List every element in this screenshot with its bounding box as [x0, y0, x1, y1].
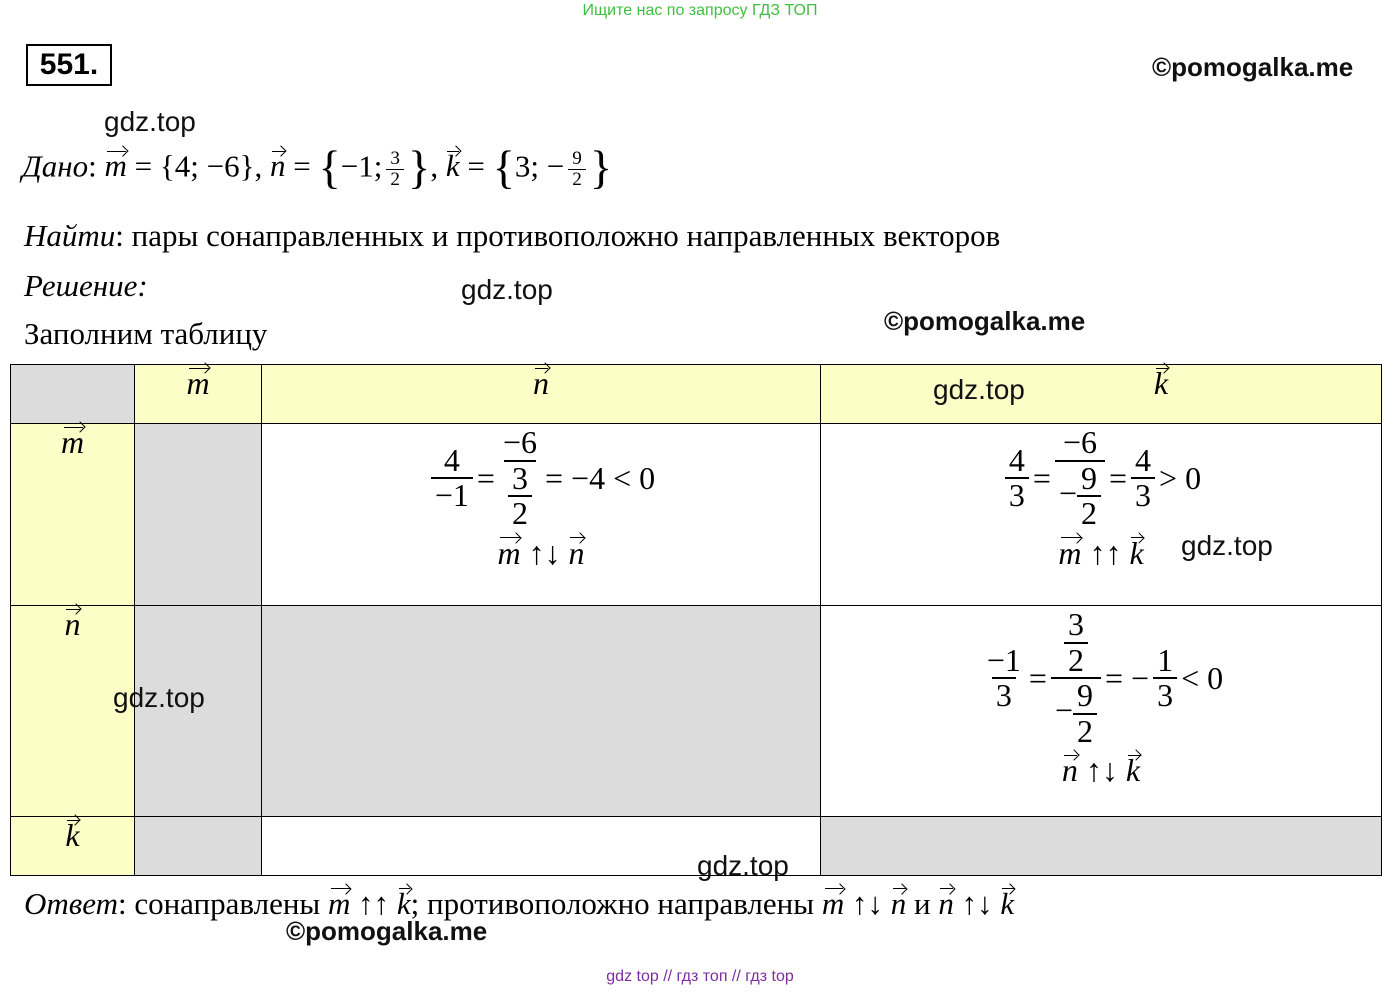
header-k	[821, 365, 1382, 424]
given-line: Дано: m = {4; −6}, n = {−1; $\frac{3}{2}$ }, k = {3; − $\frac{9}{2}$ }	[22, 143, 613, 194]
header-n-label: n	[533, 365, 549, 401]
nk-a-num: −1	[986, 641, 1021, 678]
mn-result: = −4 < 0	[545, 459, 656, 496]
row-m-label: m	[60, 424, 85, 460]
row-label-m	[11, 424, 135, 606]
watermark-pomogalka-2: ©pomogalka.me	[884, 306, 1086, 336]
watermark-gdz-6: gdz.top	[697, 850, 789, 881]
mn-b-den-frac	[508, 459, 532, 532]
given-n-den: 2	[386, 169, 404, 190]
find-label: Найти	[24, 218, 116, 253]
row-label-k	[11, 817, 135, 876]
mk-b-den-num: 9	[1081, 459, 1097, 496]
nk-relation: n ↑↓ k	[1061, 752, 1141, 789]
mk-equation: $\frac{4}{3}$ = −6 − $\frac{9}{2}$ = $\frac{4}{3}$ > 0	[821, 426, 1381, 531]
given-label: Дано	[22, 148, 89, 184]
footer-links: gdz top // гдз топ // гдз top	[606, 968, 794, 985]
nk-b-den-den: 2	[1073, 713, 1097, 749]
nk-b-den: − $\frac{9}{2}$	[1051, 677, 1101, 748]
header-m	[135, 365, 262, 424]
brace-close-2: }	[589, 143, 613, 194]
given-k-den: 2	[568, 169, 586, 190]
mk-frac-a	[1005, 441, 1029, 514]
vector-m: m	[104, 148, 127, 184]
answer-rel1: ↑↑	[358, 886, 390, 921]
problem-number: 551.	[26, 44, 112, 86]
mk-c-num: 4	[1135, 441, 1152, 478]
mn-equation: $\frac{4}{-1}$ = $\frac{-6}{\frac{3}{2}}$ = −4 < 0	[262, 426, 820, 531]
given-m-value: {4; −6}	[159, 148, 255, 184]
mk-c-den: 3	[1131, 477, 1155, 513]
given-n-fraction	[386, 149, 404, 190]
nk-frac-c	[1153, 641, 1177, 714]
cell-m-m	[135, 424, 262, 606]
header-k-label: k	[1153, 365, 1169, 401]
nk-c-num: 1	[1157, 641, 1174, 678]
mk-frac-c	[1131, 441, 1155, 514]
watermark-gdz-2: gdz.top	[461, 274, 553, 305]
nk-a-den: 3	[992, 677, 1016, 713]
row-k-label: k	[65, 817, 80, 853]
brace-open: {	[318, 143, 341, 194]
vector-n: n	[269, 148, 286, 184]
brace-open-2: {	[492, 143, 515, 194]
mn-b-den-den: 2	[508, 495, 532, 531]
row-n-label: n	[64, 606, 81, 642]
nk-b-den-num: 9	[1077, 677, 1093, 714]
answer-label: Ответ	[24, 886, 118, 921]
answer-rel3: ↑↓	[961, 886, 993, 921]
answer-part1: : сонаправлены	[117, 886, 321, 921]
watermark-gdz: gdz.top	[104, 106, 196, 137]
header-m-label: m	[186, 365, 210, 401]
answer-conj: и	[913, 886, 931, 921]
watermark-pomogalka: ©pomogalka.me	[1152, 52, 1354, 82]
vector-k: k	[445, 148, 460, 184]
solution-label: Решение	[24, 268, 138, 303]
cell-m-n	[262, 424, 821, 606]
vectors-table	[10, 364, 1382, 876]
answer-part2: ; противоположно направлены	[410, 886, 815, 921]
mk-b-den: − $\frac{9}{2}$	[1055, 460, 1105, 531]
mn-b-den	[504, 460, 536, 531]
cell-m-k	[821, 424, 1382, 606]
mk-result: > 0	[1159, 459, 1202, 496]
nk-b-num-den: 2	[1064, 642, 1088, 678]
cell-k-k	[821, 817, 1382, 876]
mn-b-num: −6	[502, 424, 537, 460]
given-k-whole: 3; −	[514, 148, 565, 184]
cell-n-k	[821, 606, 1382, 817]
nk-result: < 0	[1181, 659, 1224, 696]
cell-k-m	[135, 817, 262, 876]
watermark-gdz-4: gdz.top	[1181, 530, 1273, 561]
nk-c-den: 3	[1153, 677, 1177, 713]
mk-b-num: −6	[1062, 424, 1097, 460]
given-n-num: 3	[390, 147, 400, 169]
given-k-fraction	[568, 149, 586, 190]
nk-frac-b	[1051, 608, 1101, 748]
mk-b-den-frac	[1077, 459, 1101, 532]
nk-relation-symbol: ↑↓	[1085, 752, 1118, 789]
mn-a-den: −1	[431, 477, 473, 513]
given-n-whole: −1;	[340, 148, 383, 184]
nk-b-num	[1060, 608, 1092, 677]
mk-b-den-den: 2	[1077, 495, 1101, 531]
mk-relation: m ↑↑ k	[1058, 534, 1144, 571]
watermark-gdz-3: gdz.top	[933, 374, 1025, 405]
cell-n-n	[262, 606, 821, 817]
brace-close: }	[408, 143, 431, 194]
find-text: : пары сонаправленных и противоположно направленных векторов	[115, 218, 1001, 253]
mn-a-num: 4	[443, 441, 460, 478]
mn-frac-b	[499, 426, 541, 531]
given-k-num: 9	[572, 147, 582, 169]
watermark-pomogalka-3: ©pomogalka.me	[286, 916, 488, 946]
mn-frac-a	[431, 441, 473, 514]
mk-a-den: 3	[1005, 477, 1029, 513]
table-corner-cell	[11, 365, 135, 424]
find-line	[24, 218, 1000, 254]
answer-line: Ответ: сонаправлены m ↑↑ k; противоположно направлены m ↑↓ n и n ↑↓ k	[24, 886, 1015, 921]
mk-relation-symbol: ↑↑	[1089, 534, 1122, 571]
top-banner: Ищите нас по запросу ГДЗ ТОП	[582, 2, 818, 19]
mn-b-den-num: 3	[511, 459, 528, 496]
mn-relation-symbol: ↑↓	[528, 534, 561, 571]
solution-label-line: Решение:	[24, 268, 148, 303]
mk-frac-b	[1055, 426, 1105, 531]
nk-equation: $\frac{-1}{3}$ = $\frac{3}{2}$ − $\frac{9}{2}$ = − $\frac{1}{3}$ < 0	[821, 608, 1381, 748]
fill-table-text: Заполним таблицу	[24, 316, 268, 351]
header-n	[262, 365, 821, 424]
nk-b-num-num: 3	[1067, 606, 1084, 642]
nk-b-den-frac	[1073, 679, 1097, 748]
mn-relation: m ↑↓ n	[497, 534, 585, 571]
answer-rel2: ↑↓	[851, 886, 883, 921]
watermark-gdz-5: gdz.top	[113, 682, 205, 713]
nk-b-num-frac	[1064, 608, 1088, 677]
mk-a-num: 4	[1008, 441, 1025, 478]
nk-frac-a	[983, 641, 1025, 714]
